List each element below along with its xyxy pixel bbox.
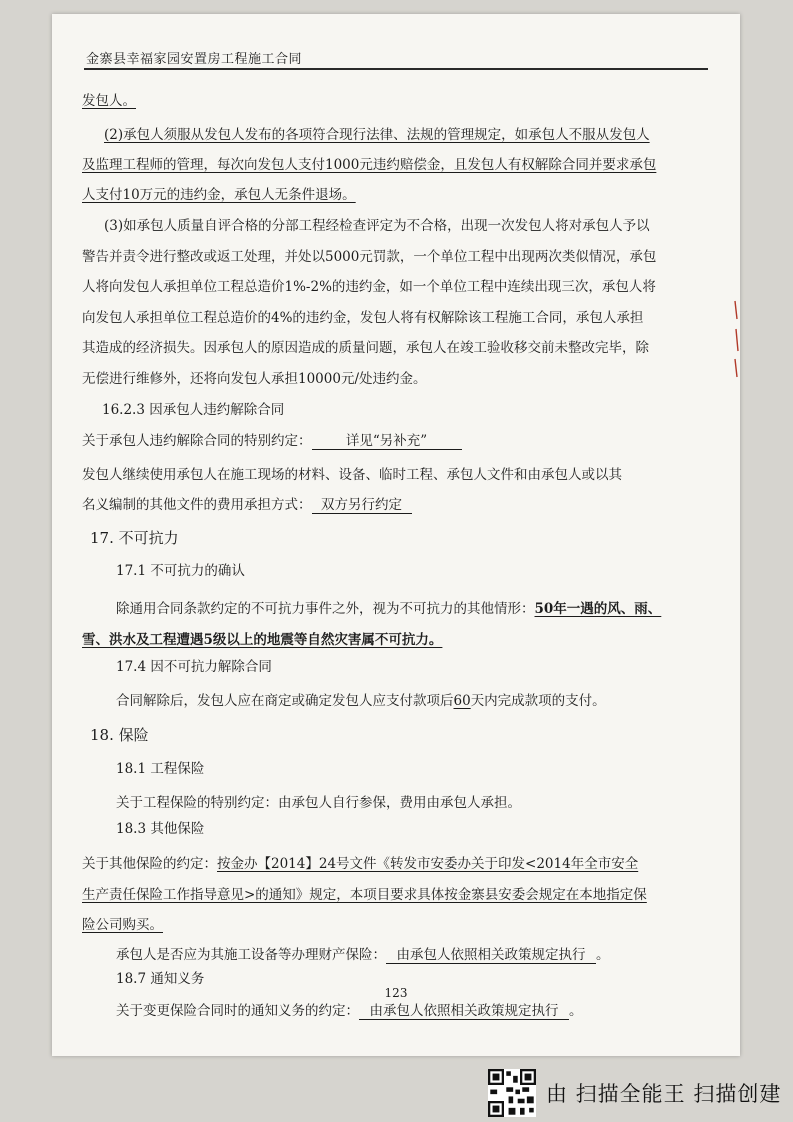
scanner-watermark-text: 由 扫描全能王 扫描创建 (546, 1082, 782, 1106)
scanner-watermark (488, 1068, 781, 1118)
force-majeure-label: 除通用合同条款约定的不可抗力事件之外，视为不可抗力的其他情形： (116, 601, 535, 617)
notice-duty-line (116, 1002, 583, 1020)
other-insurance-label: 关于其他保险的约定： (82, 856, 217, 872)
termination-special-label: 关于承包人违约解除合同的特别约定： (82, 433, 312, 449)
clause-3-line-6: 无偿进行维修外，还将向发包人承担10000元/处违约金。 (82, 371, 427, 387)
other-insurance-value-1: 按金办【2014】24号文件《转发市安委办关于印发<2014年全市安全 (217, 856, 639, 872)
other-insurance-line-1 (82, 855, 638, 873)
continued-use-line-2 (82, 496, 412, 514)
header-rule (84, 68, 708, 70)
notice-duty-end: 。 (569, 1003, 583, 1019)
section-18-heading: 18. 保险 (90, 726, 149, 744)
section-17-1-heading: 17.1 不可抗力的确认 (116, 563, 245, 579)
other-insurance-value-3: 险公司购买。 (82, 917, 163, 933)
termination-special-value: 详见“另补充” (312, 433, 462, 450)
section-18-7-heading: 18.7 通知义务 (116, 971, 205, 987)
document-page (52, 14, 740, 1056)
section-16-2-3-heading: 16.2.3 因承包人违约解除合同 (102, 402, 285, 418)
payment-days: 60 (453, 693, 471, 709)
section-17-heading: 17. 不可抗力 (90, 529, 179, 547)
force-majeure-value-1: 50年一遇的风、雨、 (534, 601, 662, 617)
pen-mark-icon (732, 299, 740, 379)
qr-code-icon (488, 1069, 536, 1117)
notice-duty-label: 关于变更保险合同时的通知义务的约定： (116, 1003, 359, 1019)
payment-text-b: 天内完成款项的支付。 (470, 693, 606, 709)
clause-3-line-4: 向发包人承担单位工程总造价的4%的违约金，发包人将有权解除该工程施工合同，承包人承担 (82, 310, 644, 326)
cost-bearing-label: 名义编制的其他文件的费用承担方式： (82, 497, 312, 513)
clause-3-line-3: 人将向发包人承担单位工程总造价1%-2%的违约金，如一个单位工程中连续出现三次，承包人将 (82, 279, 656, 295)
equipment-insurance-line (116, 946, 610, 964)
force-majeure-line-1 (116, 600, 661, 618)
clause-3-line-5: 其造成的经济损失。因承包人的原因造成的质量问题，承包人在竣工验收移交前未整改完毕，除 (82, 340, 649, 356)
section-18-1-heading: 18.1 工程保险 (116, 761, 205, 777)
termination-special-line (82, 432, 462, 450)
equipment-insurance-end: 。 (596, 947, 610, 963)
engineering-insurance-text: 关于工程保险的特别约定：由承包人自行参保，费用由承包人承担。 (116, 795, 521, 811)
cost-bearing-value: 双方另行约定 (312, 497, 412, 514)
clause-3-line-2: 警告并责令进行整改或返工处理，并处以5000元罚款，一个单位工程中出现两次类似情况，承包 (82, 249, 657, 265)
running-header: 金寨县幸福家园安置房工程施工合同 (86, 52, 303, 67)
force-majeure-value-2: 雪、洪水及工程遭遇5级以上的地震等自然灾害属不可抗力。 (82, 632, 443, 648)
notice-duty-value: 由承包人依照相关政策规定执行 (359, 1003, 569, 1020)
clause-2-line-3: 人支付10万元的违约金，承包人无条件退场。 (82, 187, 356, 203)
clause-2-line-2: 及监理工程师的管理，每次向发包人支付1000元违约赔偿金，且发包人有权解除合同并要求承包 (82, 157, 657, 173)
clause-3-line-1: (3)如承包人质量自评合格的分部工程经检查评定为不合格，出现一次发包人将对承包人予以 (104, 218, 650, 234)
payment-after-termination-line (116, 692, 606, 710)
payment-text-a: 合同解除后，发包人应在商定或确定发包人应支付款项后 (116, 693, 454, 709)
page-number: 123 (384, 986, 408, 1000)
section-17-4-heading: 17.4 因不可抗力解除合同 (116, 659, 272, 675)
equipment-insurance-value: 由承包人依照相关政策规定执行 (386, 947, 596, 964)
continued-use-line-1: 发包人继续使用承包人在施工现场的材料、设备、临时工程、承包人文件和由承包人或以其 (82, 467, 622, 483)
clause-2-line-1: (2)承包人须服从发包人发布的各项符合现行法律、法规的管理规定，如承包人不服从发包人 (104, 127, 650, 143)
other-insurance-value-2: 生产责任保险工作指导意见>的通知》规定，本项目要求具体按金寨县安委会规定在本地指定保 (82, 887, 647, 903)
paragraph-continuation: 发包人。 (82, 93, 136, 109)
equipment-insurance-label: 承包人是否应为其施工设备等办理财产保险： (116, 947, 386, 963)
section-18-3-heading: 18.3 其他保险 (116, 821, 205, 837)
